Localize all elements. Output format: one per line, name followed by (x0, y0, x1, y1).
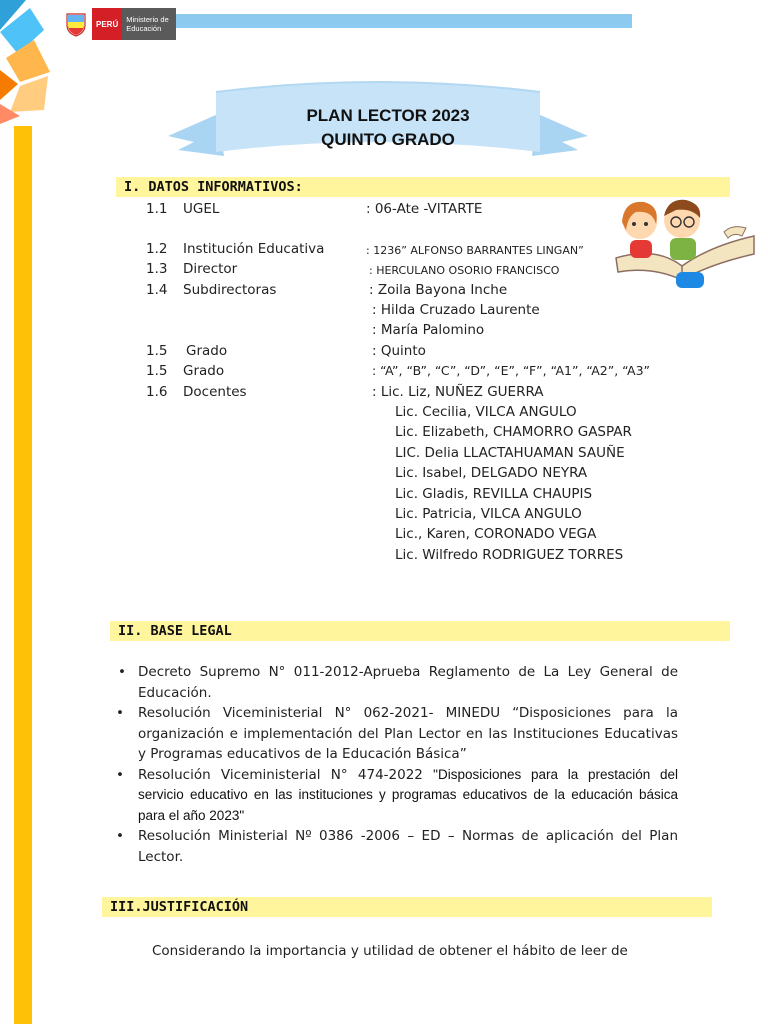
teacher-name: Lic. Wilfredo RODRIGUEZ TORRES (395, 547, 624, 563)
legal-item-text: Resolución Viceministerial N° 062-2021- MINEDU “Disposiciones para la organización e implementación del Plan Lector en las Instituciones Educativas y Programas educativos de la Educación Básica” (138, 705, 678, 762)
page-title-line2: QUINTO GRADO (321, 130, 455, 149)
info-row-value: : Quinto (372, 343, 426, 359)
info-row-value: : María Palomino (372, 322, 485, 338)
info-row-value: : HERCULANO OSORIO FRANCISCO (369, 264, 560, 277)
legal-list (112, 662, 678, 867)
legal-item: • Decreto Supremo N° 011-2012-Aprueba Reglamento de La Ley General de Educación. (118, 664, 678, 701)
info-row-num: 1.5 (146, 343, 168, 359)
ministry-logo (60, 8, 176, 40)
teacher-name: Lic. Elizabeth, CHAMORRO GASPAR (395, 424, 632, 440)
info-row-value: : Lic. Liz, NUÑEZ GUERRA (372, 384, 544, 400)
info-row-label: UGEL (183, 201, 220, 217)
logo-country: PERÚ (92, 8, 122, 40)
info-row-label: Subdirectoras (183, 282, 277, 298)
teacher-name: Lic. Isabel, DELGADO NEYRA (395, 465, 588, 481)
legal-item: • Resolución Ministerial Nº 0386 -2006 – ED – Normas de aplicación del Plan Lector. (116, 828, 678, 865)
info-row-value: : 1236” ALFONSO BARRANTES LINGAN” (366, 244, 584, 257)
info-row-num: 1.3 (146, 261, 168, 277)
info-row-num: 1.6 (146, 384, 168, 400)
info-row-label: Grado (186, 343, 228, 359)
info-row-value: : Hilda Cruzado Laurente (372, 302, 540, 318)
legal-item: • Resolución Viceministerial N° 062-2021- MINEDU “Disposiciones para la organización e implementación del Plan Lector en las Instituciones Educativas y Programas educativos de la Educación Básica” (116, 705, 678, 762)
legal-item-text: Resolución Viceministerial N° 474-2022 (138, 766, 434, 783)
teacher-name: Lic. Cecilia, VILCA ANGULO (395, 404, 577, 420)
info-row-label: Director (183, 261, 238, 277)
coat-of-arms-icon (60, 8, 92, 40)
legal-item-text: Decreto Supremo N° 011-2012-Aprueba Reglamento de La Ley General de Educación. (138, 664, 678, 701)
section-justificacion-heading: III.JUSTIFICACIÓN (102, 897, 712, 917)
legal-item-text: Resolución Ministerial Nº 0386 -2006 – ED – Normas de aplicación del Plan Lector. (138, 828, 678, 865)
teacher-name: Lic. Gladis, REVILLA CHAUPIS (395, 486, 593, 502)
teacher-name: Lic. Patricia, VILCA ANGULO (395, 506, 582, 522)
page-title-line1: PLAN LECTOR 2023 (306, 106, 470, 125)
section-base-legal-heading: II. BASE LEGAL (110, 621, 730, 641)
info-row-value: : 06-Ate -VITARTE (366, 201, 483, 217)
section-datos-heading: I. DATOS INFORMATIVOS: (116, 177, 730, 197)
info-row-num: 1.1 (146, 201, 168, 217)
info-row-num: 1.2 (146, 241, 168, 257)
info-row-value: : “A”, “B”, “C”, “D”, “E”, “F”, “A1”, “A2”, “A3” (372, 363, 651, 378)
corner-decoration (0, 0, 60, 130)
teacher-name: LIC. Delia LLACTAHUAMAN SAUÑE (395, 445, 625, 461)
justificacion-paragraph: Considerando la importancia y utilidad de obtener el hábito de leer de (152, 943, 628, 959)
left-accent-bar (14, 126, 32, 1024)
teacher-name: Lic., Karen, CORONADO VEGA (395, 526, 597, 542)
top-accent-bar (176, 14, 632, 28)
info-row-label: Docentes (183, 384, 247, 400)
legal-item-quote: "Disposiciones para la prestación del servicio educativo en las instituciones y programas educativos de la educación básica para el año 2023" (138, 766, 678, 823)
info-row-label: Grado (183, 363, 225, 379)
info-row-label: Institución Educativa (183, 241, 325, 257)
info-row-num: 1.4 (146, 282, 168, 298)
logo-ministry: Ministerio de Educación (122, 8, 176, 40)
children-reading-illustration (606, 196, 756, 300)
info-row-value: : Zoila Bayona Inche (369, 282, 508, 298)
info-row-num: 1.5 (146, 363, 168, 379)
legal-item: • Resolución Viceministerial N° 474-2022 "Disposiciones para la prestación del servicio educativo en las instituciones y programas educativos de la educación básica para el año 2023" (116, 766, 678, 823)
